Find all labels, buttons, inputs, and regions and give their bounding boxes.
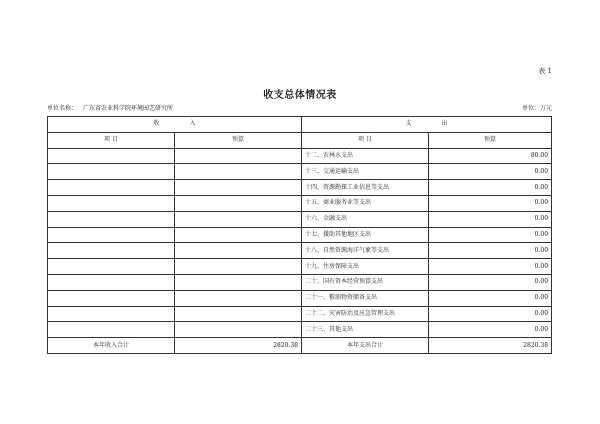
page-title: 收支总体情况表: [263, 90, 337, 101]
income-amount-cell: [175, 195, 302, 211]
income-item-cell: [48, 195, 175, 211]
expense-amount-cell: 0.00: [429, 180, 552, 196]
table-row: [48, 227, 552, 243]
income-item-cell: [48, 274, 175, 290]
expense-amount-cell: 0.00: [429, 243, 552, 259]
income-item-cell: [48, 180, 175, 196]
table-row: [48, 322, 552, 338]
income-item-cell: [48, 148, 175, 164]
income-amount-cell: [175, 148, 302, 164]
expense-item-cell: 十三、交通运输支出: [302, 164, 429, 180]
income-item-cell: [48, 322, 175, 338]
expense-amount-cell: 0.00: [429, 211, 552, 227]
expense-amount-cell: 0.00: [429, 322, 552, 338]
income-item-cell: [48, 211, 175, 227]
expense-item-cell: 二十三、其他支出: [302, 322, 429, 338]
expense-item-cell: 十二、农林水支出: [302, 148, 429, 164]
expense-item-cell: 十四、资源勘探工业信息等支出: [302, 180, 429, 196]
expense-amount-cell: 0.00: [429, 195, 552, 211]
income-total-amount: 2820.38: [175, 338, 302, 354]
expense-item-cell: 十八、自然资源海洋气象等支出: [302, 243, 429, 259]
total-row: [48, 338, 552, 354]
expense-total-amount: 2820.38: [429, 338, 552, 354]
expense-item-cell: 十七、援助其他地区支出: [302, 227, 429, 243]
expense-item-cell: 十九、住房保障支出: [302, 259, 429, 275]
expense-header: 支出: [302, 117, 552, 133]
table-row: [48, 211, 552, 227]
income-amount-cell: [175, 227, 302, 243]
expense-amount-cell: 0.00: [429, 274, 552, 290]
table-row: [48, 148, 552, 164]
income-amount-cell: [175, 211, 302, 227]
income-amount-cell: [175, 322, 302, 338]
income-header: 收入: [48, 117, 302, 133]
col-header-expense-budget: 预算: [429, 132, 552, 148]
expense-amount-cell: 0.00: [429, 227, 552, 243]
table-row: [48, 306, 552, 322]
income-item-cell: [48, 306, 175, 322]
col-header-expense-item: 项 目: [302, 132, 429, 148]
unit-label: 单位名称：: [47, 105, 78, 112]
table-row: [48, 180, 552, 196]
table-row: [48, 243, 552, 259]
expense-total-label: 本年支出合计: [302, 338, 429, 354]
income-amount-cell: [175, 274, 302, 290]
expense-item-cell: 二十二、灾害防治及应急管理支出: [302, 306, 429, 322]
expense-amount-cell: 0.00: [429, 306, 552, 322]
table-row: [48, 290, 552, 306]
section-header-row: [48, 117, 552, 133]
budget-table: [47, 116, 552, 354]
column-header-row: [48, 132, 552, 148]
income-amount-cell: [175, 180, 302, 196]
expense-amount-cell: 0.00: [429, 290, 552, 306]
table-row: [48, 164, 552, 180]
income-item-cell: [48, 227, 175, 243]
income-item-cell: [48, 243, 175, 259]
expense-item-cell: 十六、金融支出: [302, 211, 429, 227]
expense-amount-cell: 80.00: [429, 148, 552, 164]
col-header-income-item: 项 目: [48, 132, 175, 148]
unit-name-line: [47, 103, 173, 112]
table-number: 表 1: [538, 67, 552, 75]
unit-name: 广东省农业科学院环境园艺研究所: [83, 105, 174, 112]
income-item-cell: [48, 290, 175, 306]
table-row: [48, 195, 552, 211]
expense-item-cell: 十五、商业服务业等支出: [302, 195, 429, 211]
income-amount-cell: [175, 259, 302, 275]
table-row: [48, 259, 552, 275]
expense-amount-cell: 0.00: [429, 259, 552, 275]
currency-unit: 单位：万元: [521, 105, 552, 112]
table-row: [48, 274, 552, 290]
expense-item-cell: 二十一、粮油物资储备支出: [302, 290, 429, 306]
expense-amount-cell: 0.00: [429, 164, 552, 180]
income-item-cell: [48, 164, 175, 180]
income-amount-cell: [175, 164, 302, 180]
income-amount-cell: [175, 306, 302, 322]
income-amount-cell: [175, 243, 302, 259]
expense-item-cell: 二十、国有资本经营预算支出: [302, 274, 429, 290]
col-header-income-budget: 预算: [175, 132, 302, 148]
income-item-cell: [48, 259, 175, 275]
income-total-label: 本年收入合计: [48, 338, 175, 354]
income-amount-cell: [175, 290, 302, 306]
